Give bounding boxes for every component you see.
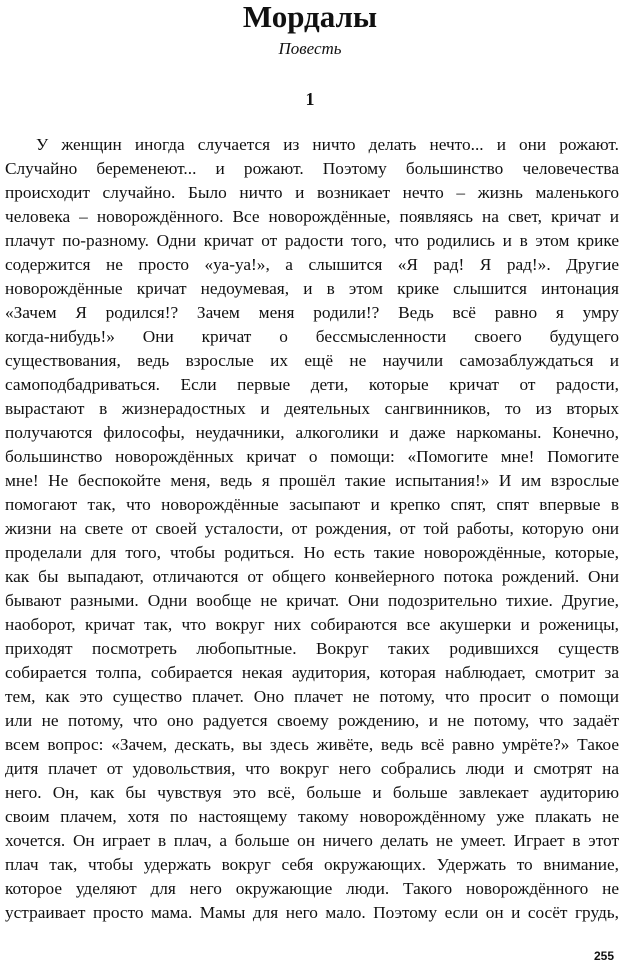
body-paragraph (5, 133, 619, 925)
text-line: Случайно беременеют... и рожают. Поэтому большинство человечества (5, 159, 619, 178)
text-line: «Зачем Я родился!? Зачем меня родили!? Ведь всё равно я умру (5, 303, 619, 322)
story-title: Мордалы (242, 0, 378, 34)
text-line: большинство новорождённых кричат о помощи: «Помогите мне! Помогите (5, 447, 619, 466)
text-line: или не потому, что оно радуется своему рождению, и не потому, что задаёт (5, 711, 619, 730)
text-line: тем, как это существо плачет. Оно плачет не потому, что просит о помощи (5, 687, 619, 706)
text-line: устраивает просто мама. Мамы для него мало. Поэтому если он и сосёт грудь, (5, 903, 619, 922)
text-line: содержится не просто «уа-уа!», а слышится «Я рад! Я рад!». Другие (5, 255, 619, 274)
text-line: У женщин иногда случается из ничто делать нечто... и они рожают. (36, 135, 619, 154)
page-number: 255 (593, 949, 614, 963)
text-line: своим плачем, хотя по настоящему такому новорождённому уже плакать не (5, 807, 619, 826)
story-subtitle: Повесть (278, 39, 342, 58)
chapter-number: 1 (305, 89, 315, 109)
text-line: происходит случайно. Было ничто и возникает нечто – жизнь маленького (5, 183, 619, 202)
text-line: собирается толпа, собирается некая аудитория, которая наблюдает, смотрит за (5, 663, 619, 682)
text-line: получаются философы, неудачники, алкоголики и даже наркоманы. Конечно, (5, 423, 619, 442)
text-line: вырастают в жизнерадостных и деятельных сангвинников, то из вторых (5, 399, 619, 418)
text-line: него. Он, как бы чувствуя это всё, больше и больше завлекает аудиторию (5, 783, 619, 802)
text-line: когда-нибудь!» Они кричат о бессмысленности своего будущего (5, 327, 619, 346)
text-line: существования, ведь взрослые их ещё не научили самозаблуждаться и (5, 351, 619, 370)
text-line: мне! Не беспокойте меня, ведь я прошёл такие испытания!» И им взрослые (5, 471, 619, 490)
text-line: самоподбадриваться. Если первые дети, которые кричат от радости, (5, 375, 619, 394)
text-line: проделали для того, чтобы родиться. Но есть такие новорождённые, которые, (5, 543, 619, 562)
text-line: приходят посмотреть любопытные. Вокруг таких родившихся существ (5, 639, 619, 658)
text-line: плач так, чтобы удержать вокруг себя окружающих. Удержать то внимание, (5, 855, 619, 874)
text-line: новорождённые кричат недоумевая, и в этом крике слышится интонация (5, 279, 619, 298)
text-line: дитя плачет от удовольствия, что вокруг него собрались люди и смотрят на (5, 759, 619, 778)
text-line: человека – новорождённого. Все новорождённые, появляясь на свет, кричат и (5, 207, 619, 226)
text-line: помогают так, что новорождённые засыпают и крепко спят, спят впервые в (5, 495, 619, 514)
text-line: как бы выпадают, отличаются от общего конвейерного потока рождений. Они (5, 567, 619, 586)
text-line: плачут по-разному. Одни кричат от радости того, что родились и в этом крике (5, 231, 619, 250)
text-line: всем вопрос: «Зачем, дескать, вы здесь живёте, ведь всё равно умрёте?» Такое (5, 735, 619, 754)
text-line: жизни на свете от своей усталости, от рождения, от той работы, которую они (5, 519, 619, 538)
text-line: хочется. Он играет в плач, а больше он ничего делать не умеет. Играет в этот (5, 831, 619, 850)
text-line: бывают разными. Одни вообще не кричат. Они подозрительно тихие. Другие, (5, 591, 619, 610)
text-line: наоборот, кричат так, что вокруг них собираются все акушерки и роженицы, (5, 615, 619, 634)
text-line: которое уделяют для него окружающие люди. Такого новорождённого не (5, 879, 619, 898)
